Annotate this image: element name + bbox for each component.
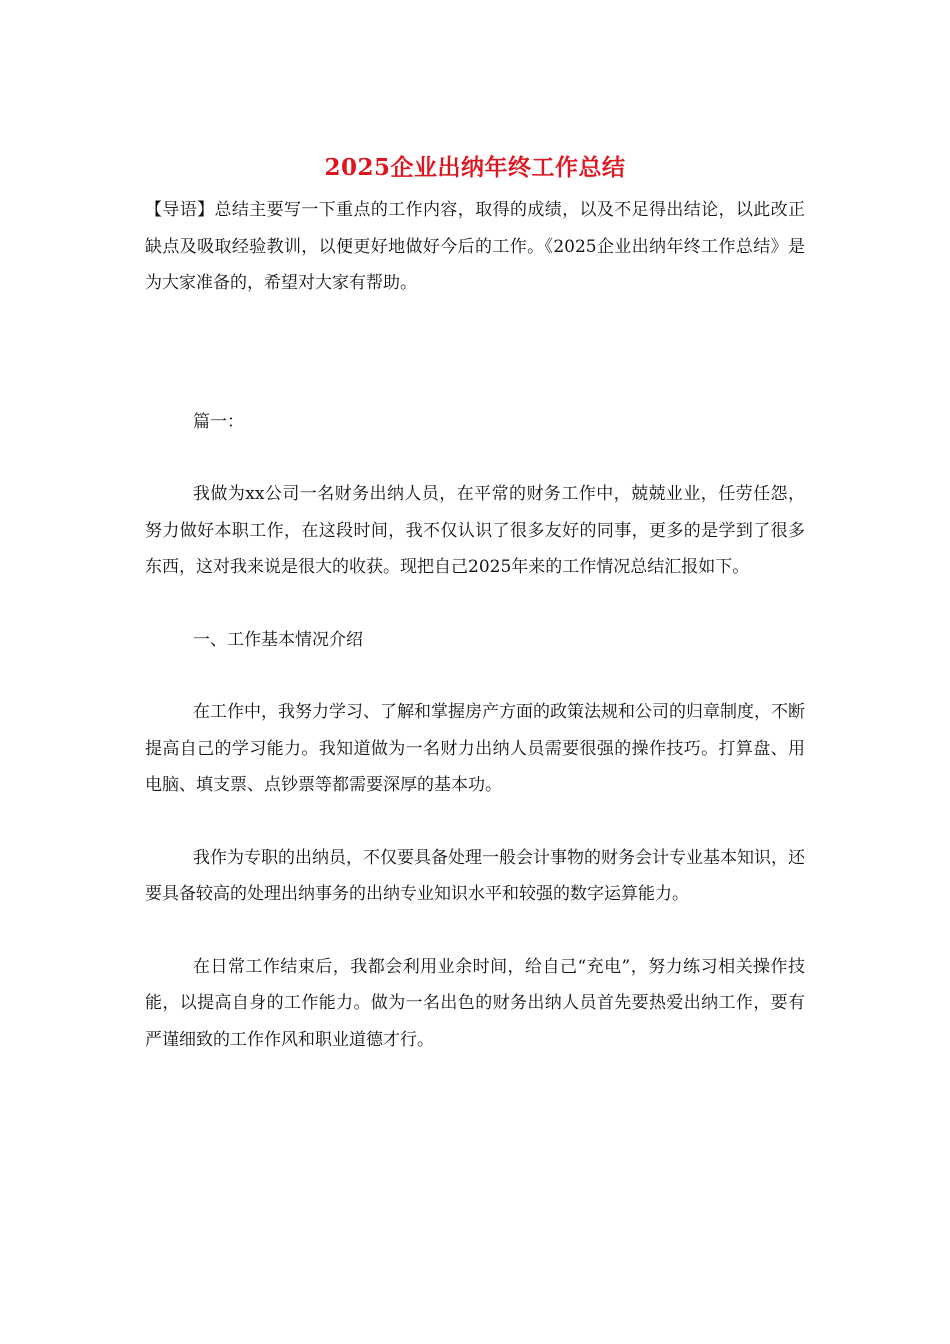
lead-paragraph: 【导语】总结主要写一下重点的工作内容，取得的成绩，以及不足得出结论，以此改正缺点及吸取经验教训，以便更好地做好今后的工作。《2025企业出纳年终工作总结》是为大家准备的，希望对大家有帮助。 (145, 200, 805, 293)
spacer (145, 302, 805, 404)
spacer (145, 440, 805, 476)
body-paragraph-2: 在工作中，我努力学习、了解和掌握房产方面的政策法规和公司的归章制度，不断提高自己的学习能力。我知道做为一名财力出纳人员需要很强的操作技巧。打算盘、用电脑、填支票、点钞票等都需要深厚的基本功。 (145, 702, 805, 795)
spacer (145, 913, 805, 949)
body-paragraph-1: 我做为xx公司一名财务出纳人员，在平常的财务工作中，兢兢业业，任劳任怨，努力做好本职工作，在这段时间，我不仅认识了很多友好的同事，更多的是学到了很多东西，这对我来说是很大的收获。现把自己2025年来的工作情况总结汇报如下。 (145, 484, 805, 577)
section-label: 篇一： (193, 411, 244, 432)
spacer (145, 586, 805, 622)
body-paragraph-3: 我作为专职的出纳员，不仅要具备处理一般会计事物的财务会计专业基本知识，还要具备较高的处理出纳事务的出纳专业知识水平和较强的数字运算能力。 (145, 847, 805, 904)
spacer (145, 658, 805, 694)
body-paragraph-4: 在日常工作结束后，我都会利用业余时间，给自己“充电”，努力练习相关操作技能，以提高自身的工作能力。做为一名出色的财务出纳人员首先要热爱出纳工作，要有严谨细致的工作作风和职业道德才行。 (145, 956, 805, 1050)
document-body (145, 192, 805, 1058)
spacer (145, 804, 805, 840)
document-title: 2025企业出纳年终工作总结 (324, 154, 626, 181)
section-heading: 一、工作基本情况介绍 (193, 629, 363, 650)
